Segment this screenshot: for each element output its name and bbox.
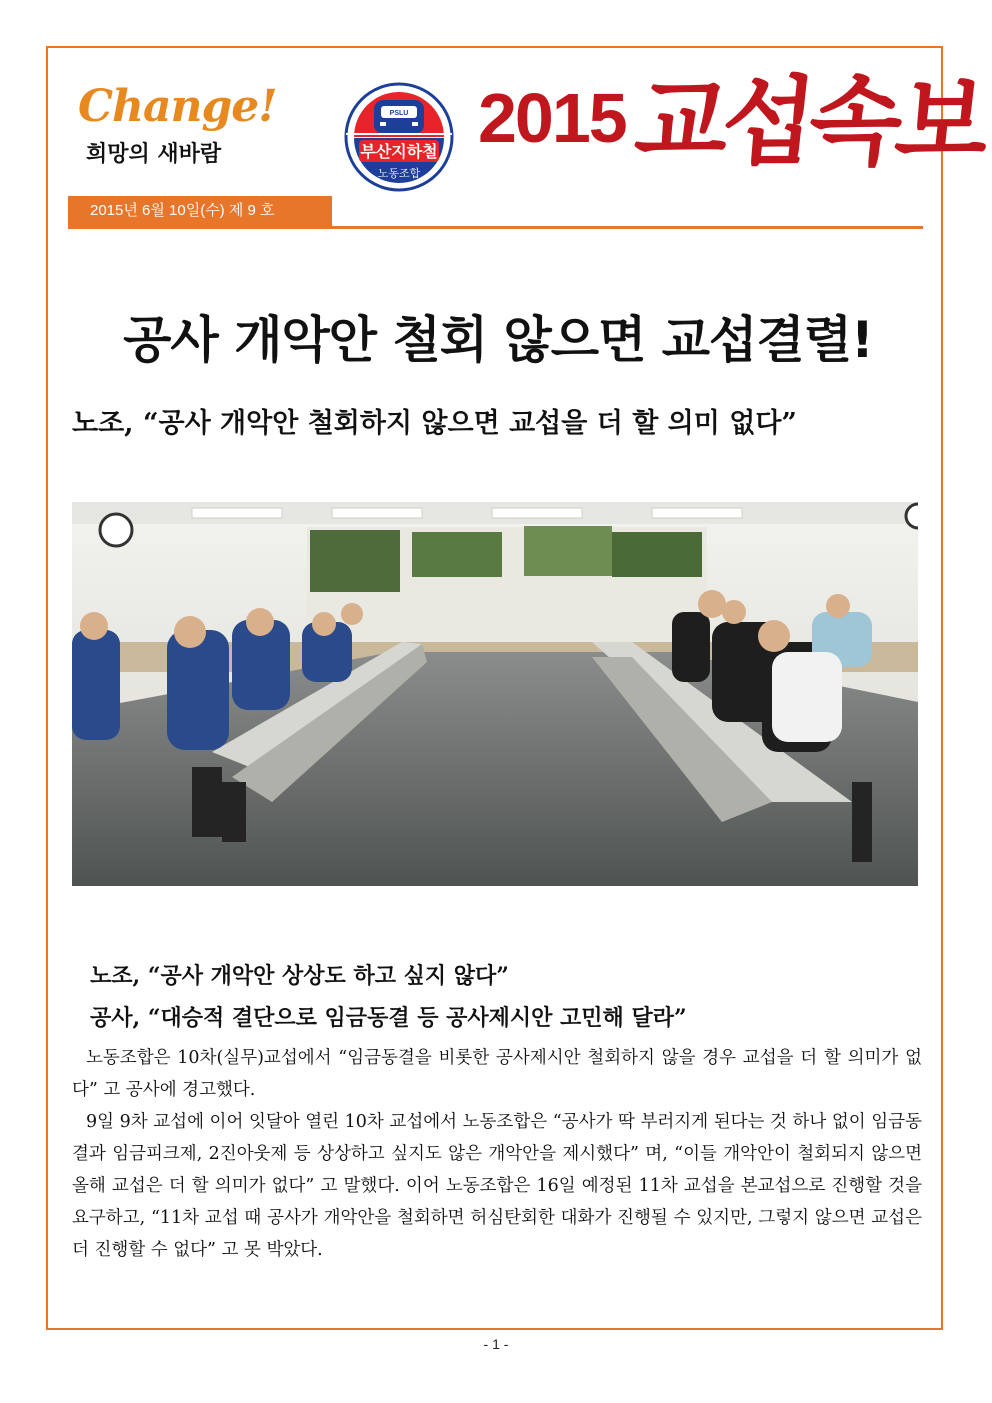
- subtitle: 노조, “공사 개악안 철회하지 않으면 교섭을 더 할 의미 없다”: [72, 408, 797, 439]
- logo-union-subtitle: 노동조합: [377, 167, 421, 180]
- article-paragraph: 노동조합은 10차(실무)교섭에서 “임금동결을 비롯한 공사제시안 철회하지 않을 경우 교섭을 더 할 의미가 없다” 고 공사에 경고했다.: [72, 1048, 922, 1100]
- sub-head-company: 공사, “대승적 결단으로 임금동결 등 공사제시안 고민해 달라”: [90, 1005, 687, 1031]
- masthead-year: 2015: [478, 79, 626, 157]
- logo-arc-text: PSLU: [389, 110, 409, 117]
- sub-head-union: 노조, “공사 개악안 상상도 하고 싶지 않다”: [90, 963, 509, 989]
- article-body: [72, 1042, 922, 1266]
- logo-union-name: 부산지하철: [360, 142, 438, 161]
- article-paragraph: 9일 9차 교섭에 이어 잇달아 열린 10차 교섭에서 노동조합은 “공사가 딱 부러지게 된다는 것 하나 없이 임금동결과 임금피크제, 2진아웃제 등 상상하고 싶지도 않은 개악안을 제시했다” 며, “이들 개악안이 철회되지 않으면 올해 교섭은 더 할 의미가 없다” 고 말했다. 이어 노동조합은 16일 예정된 11차 교섭을 본교섭으로 진행할 것을 요구하고, “11차 교섭 때 공사가 개악안을 철회하면 허심탄회한 대화가 진행될 수 있지만, 그렇지 않으면 교섭은 더 진행할 수 없다” 고 못 박았다.: [72, 1112, 922, 1260]
- masthead-title: 교섭속보: [630, 65, 989, 178]
- masthead-rule: [68, 226, 923, 229]
- brand-block: [78, 82, 277, 168]
- brand-slogan: 희망의 새바람: [86, 141, 222, 167]
- page-number: - 1 -: [483, 1336, 509, 1352]
- headline: 공사 개악안 철회 않으면 교섭결렬!: [123, 311, 873, 369]
- meeting-photo: [72, 502, 918, 886]
- union-logo-icon: [344, 82, 454, 192]
- issue-date-badge: 2015년 6월 10일(수) 제 9 호: [68, 196, 332, 226]
- brand-change-logo: Change!: [78, 81, 277, 132]
